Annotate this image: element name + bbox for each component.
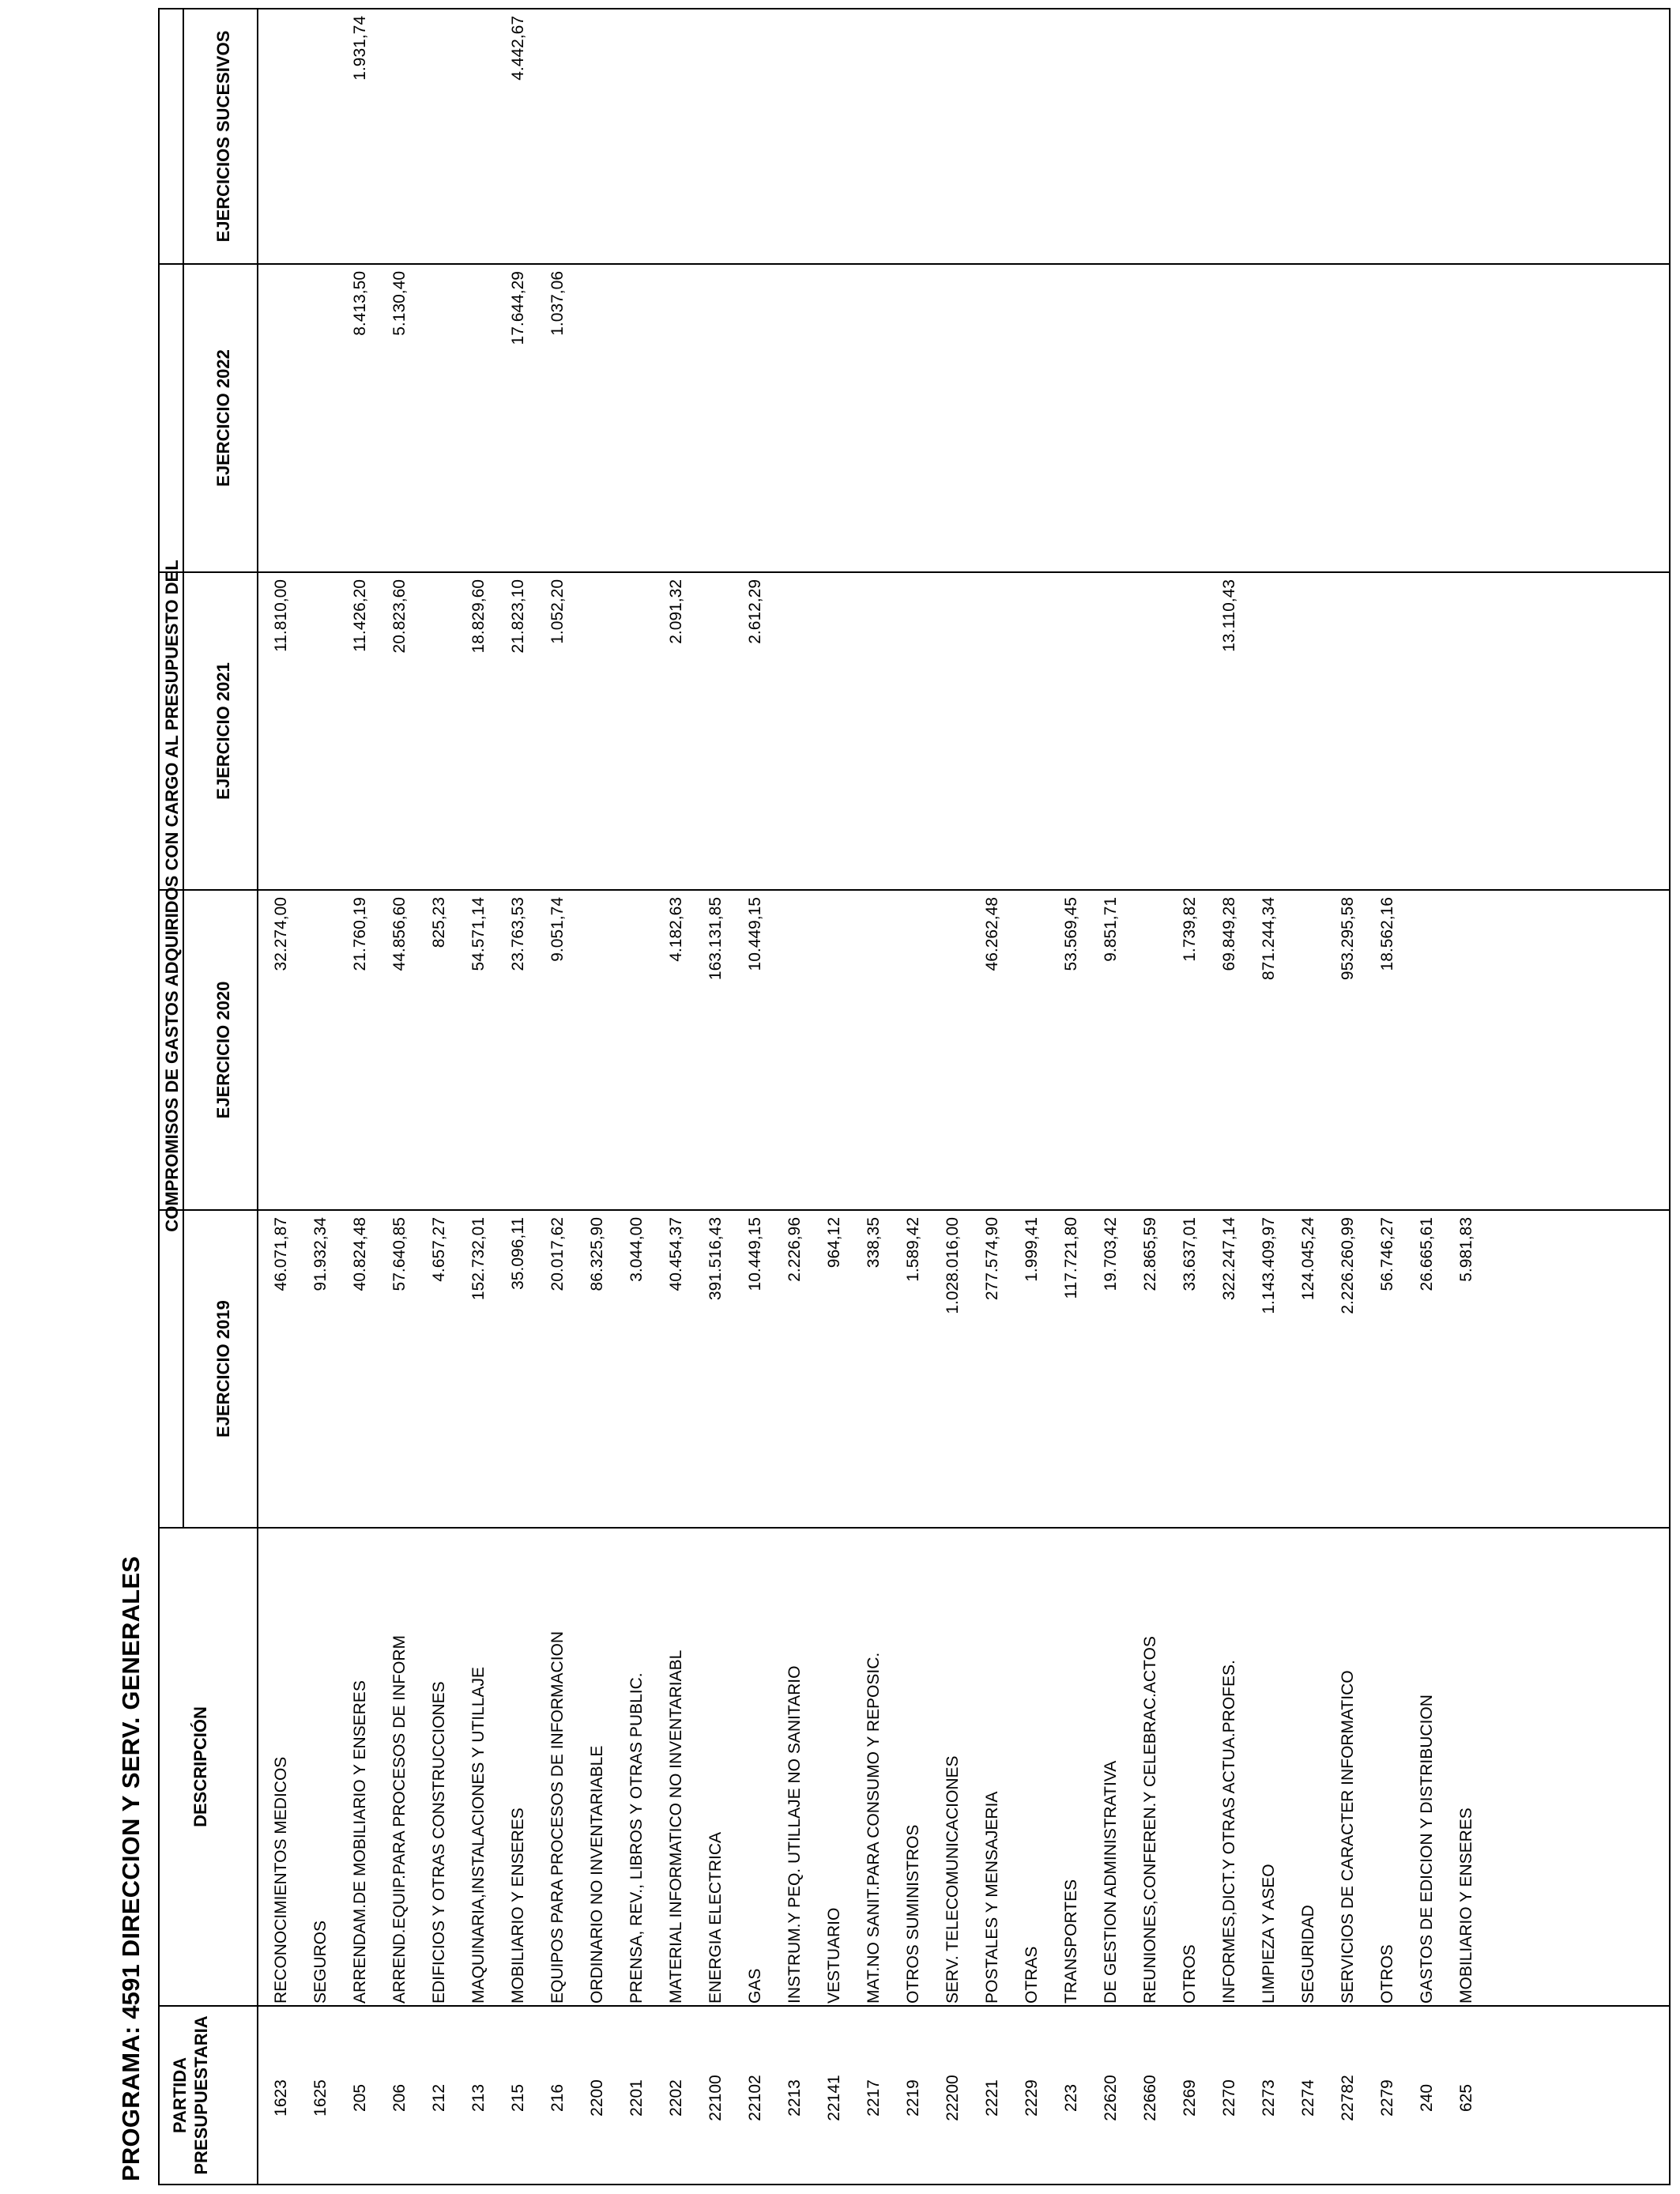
ejercicio-2020-cell: 46.262,48: [983, 897, 1001, 971]
ejercicio-2021-cell: [973, 579, 1012, 889]
ejercicio-2020-cell: 953.295,58: [1339, 897, 1357, 981]
col-divider: [160, 1209, 1669, 1211]
ejercicios-sucesivos-cell: [420, 16, 459, 263]
ejercicios-sucesivos-cell: [1407, 16, 1447, 263]
ejercicio-2021-cell: [1091, 579, 1131, 889]
partida-cell: 2219: [904, 2079, 922, 2117]
ejercicios-sucesivos-cell: [459, 16, 499, 263]
ejercicio-2021-cell: [1289, 579, 1328, 889]
ejercicio-2021-cell: [854, 579, 894, 889]
ejercicio-2022-cell: [1052, 271, 1091, 571]
descripcion-cell: SEGUROS: [311, 1920, 330, 2004]
ejercicio-2022-cell: 8.413,50: [351, 271, 369, 336]
ejercicio-2020-cell: 18.562,16: [1378, 897, 1396, 971]
descripcion-cell: TRANSPORTES: [1062, 1879, 1080, 2004]
ejercicio-2019-cell: 1.143.409,97: [1260, 1217, 1278, 1314]
descripcion-cell: SEGURIDAD: [1299, 1905, 1317, 2004]
ejercicio-2022-cell: [1249, 271, 1289, 571]
ejercicio-2019-cell: 10.449,15: [746, 1217, 764, 1291]
col-divider: [160, 263, 1669, 265]
ejercicio-2021-cell: 11.426,20: [351, 579, 369, 652]
ejercicio-2022-cell: [301, 271, 341, 571]
ejercicio-2021-cell: [301, 579, 341, 889]
col-divider: [160, 1527, 1669, 1529]
ejercicios-sucesivos-cell: [380, 16, 420, 263]
ejercicios-sucesivos-cell: [1052, 16, 1091, 263]
ejercicio-2022-cell: [933, 271, 973, 571]
ejercicio-2020-cell: [1407, 897, 1447, 1209]
ejercicio-2022-cell: [696, 271, 736, 571]
col-divider: [160, 2005, 1669, 2007]
partida-cell: 213: [469, 2083, 488, 2113]
ejercicio-2020-cell: 32.274,00: [272, 897, 290, 971]
ejercicio-2019-cell: 26.665,61: [1418, 1217, 1436, 1291]
ejercicio-2019-cell: 1.028.016,00: [944, 1217, 962, 1314]
partida-cell: 215: [509, 2083, 527, 2113]
ejercicio-2021-cell: [696, 579, 736, 889]
descripcion-cell: POSTALES Y MENSAJERIA: [983, 1791, 1001, 2004]
ejercicio-2022-cell: [1328, 271, 1368, 571]
ejercicio-2020-cell: [1012, 897, 1052, 1209]
ejercicio-2019-cell: 35.096,11: [509, 1217, 527, 1290]
ejercicio-2019-cell: 40.824,48: [351, 1217, 369, 1291]
partida-cell: 2273: [1260, 2079, 1278, 2117]
ejercicio-2019-cell: 124.045,24: [1299, 1217, 1317, 1301]
ejercicio-2020-cell: 21.760,19: [351, 897, 369, 971]
ejercicio-2019-cell: 1.589,42: [904, 1217, 922, 1282]
ejercicio-2022-cell: [1131, 271, 1170, 571]
ejercicios-sucesivos-cell: [815, 16, 854, 263]
ejercicio-2021-cell: 11.810,00: [272, 579, 290, 652]
ejercicio-2020-cell: [1131, 897, 1170, 1209]
partida-cell: 625: [1457, 2083, 1475, 2113]
ejercicio-2021-cell: [578, 579, 617, 889]
ejercicios-sucesivos-cell: 4.442,67: [509, 16, 527, 81]
ejercicio-2021-cell: 18.829,60: [469, 579, 488, 654]
ejercicios-sucesivos-cell: [1289, 16, 1328, 263]
partida-cell: 205: [351, 2083, 369, 2113]
ejercicio-2020-cell: 23.763,53: [509, 897, 527, 971]
ejercicios-sucesivos-cell: 1.931,74: [351, 16, 369, 81]
ejercicios-sucesivos-cell: [1368, 16, 1407, 263]
ejercicio-2020-cell: 9.851,71: [1102, 897, 1120, 962]
header-descripcion: DESCRIPCIÓN: [190, 1706, 210, 1827]
partida-cell: 22102: [746, 2075, 764, 2121]
ejercicios-sucesivos-cell: [1131, 16, 1170, 263]
ejercicio-2020-cell: 871.244,34: [1260, 897, 1278, 981]
col-divider: [160, 571, 1669, 573]
descripcion-cell: SERV. TELECOMUNICACIONES: [944, 1755, 962, 2004]
ejercicios-sucesivos-cell: [1210, 16, 1249, 263]
ejercicio-2021-cell: [1012, 579, 1052, 889]
ejercicio-2020-cell: 825,23: [430, 897, 448, 948]
ejercicio-2021-cell: 20.823,60: [390, 579, 409, 654]
descripcion-cell: REUNIONES,CONFEREN.Y CELEBRAC.ACTOS: [1141, 1636, 1159, 2004]
ejercicios-sucesivos-cell: [696, 16, 736, 263]
ejercicio-2019-cell: 322.247,14: [1220, 1217, 1238, 1301]
ejercicio-2021-cell: 1.052,20: [548, 579, 567, 644]
ejercicio-2019-cell: 1.999,41: [1023, 1217, 1041, 1282]
header-partida: [169, 2007, 212, 2184]
partida-cell: 22660: [1141, 2075, 1159, 2121]
ejercicio-2021-cell: [1368, 579, 1407, 889]
ejercicios-sucesivos-cell: [736, 16, 775, 263]
page-title: PROGRAMA: 4591 DIRECCION Y SERV. GENERALES: [117, 1555, 145, 2181]
ejercicio-2020-cell: [775, 897, 815, 1209]
ejercicio-2020-cell: [854, 897, 894, 1209]
header-partida-line2: PRESUPUESTARIA: [191, 2015, 211, 2175]
ejercicio-2019-cell: 338,35: [864, 1217, 883, 1269]
ejercicios-sucesivos-cell: [262, 16, 301, 263]
descripcion-cell: INFORMES,DICT.Y OTRAS ACTUA.PROFES.: [1220, 1660, 1238, 2004]
partida-cell: 1625: [311, 2079, 330, 2117]
ejercicio-2020-cell: [1447, 897, 1486, 1209]
ejercicio-2021-cell: [1131, 579, 1170, 889]
header-ejercicios-sucesivos: EJERCICIOS SUCESIVOS: [213, 30, 233, 243]
descripcion-cell: DE GESTION ADMINISTRATIVA: [1102, 1760, 1120, 2004]
ejercicio-2020-cell: 4.182,63: [667, 897, 685, 962]
partida-cell: 2279: [1378, 2079, 1396, 2117]
ejercicio-2021-cell: [1447, 579, 1486, 889]
ejercicio-2022-cell: [1210, 271, 1249, 571]
header-rule: [257, 9, 258, 2184]
ejercicio-2020-cell: [617, 897, 657, 1209]
descripcion-cell: GASTOS DE EDICION Y DISTRIBUCION: [1418, 1695, 1436, 2004]
ejercicio-2019-cell: 56.746,27: [1378, 1217, 1396, 1291]
descripcion-cell: MAQUINARIA,INSTALACIONES Y UTILLAJE: [469, 1667, 488, 2004]
descripcion-cell: MATERIAL INFORMATICO NO INVENTARIABL: [667, 1649, 685, 2004]
ejercicios-sucesivos-cell: [617, 16, 657, 263]
descripcion-cell: PRENSA, REV., LIBROS Y OTRAS PUBLIC.: [627, 1672, 646, 2004]
ejercicio-2021-cell: [1170, 579, 1210, 889]
partida-cell: 22141: [825, 2075, 843, 2121]
ejercicio-2020-cell: [1289, 897, 1328, 1209]
ejercicio-2022-cell: [1012, 271, 1052, 571]
ejercicio-2021-cell: [933, 579, 973, 889]
partida-cell: 2221: [983, 2079, 1001, 2117]
partida-cell: 22782: [1339, 2075, 1357, 2121]
ejercicio-2019-cell: 964,12: [825, 1217, 843, 1269]
descripcion-cell: ARRENDAM.DE MOBILIARIO Y ENSERES: [351, 1680, 369, 2004]
ejercicio-2022-cell: 1.037,06: [548, 271, 567, 336]
ejercicio-2020-cell: 9.051,74: [548, 897, 567, 962]
partida-cell: 2274: [1299, 2079, 1317, 2117]
ejercicio-2021-cell: 2.612,29: [746, 579, 764, 644]
ejercicio-2019-cell: 277.574,90: [983, 1217, 1001, 1301]
ejercicios-sucesivos-cell: [1447, 16, 1486, 263]
partida-cell: 2217: [864, 2079, 883, 2117]
ejercicios-sucesivos-cell: [1012, 16, 1052, 263]
descripcion-cell: EDIFICIOS Y OTRAS CONSTRUCCIONES: [430, 1681, 448, 2004]
ejercicio-2021-cell: [1052, 579, 1091, 889]
ejercicio-2019-cell: 2.226.260,99: [1339, 1217, 1357, 1314]
ejercicio-2020-cell: 10.449,15: [746, 897, 764, 971]
ejercicio-2019-cell: 19.703,42: [1102, 1217, 1120, 1291]
ejercicio-2021-cell: [1328, 579, 1368, 889]
ejercicio-2019-cell: 4.657,27: [430, 1217, 448, 1282]
ejercicio-2021-cell: [894, 579, 933, 889]
descripcion-cell: OTROS: [1181, 1944, 1199, 2004]
ejercicio-2020-cell: 44.856,60: [390, 897, 409, 971]
ejercicio-2022-cell: 5.130,40: [390, 271, 409, 336]
partida-cell: 2213: [785, 2079, 804, 2117]
ejercicios-sucesivos-cell: [894, 16, 933, 263]
ejercicio-2022-cell: [1170, 271, 1210, 571]
ejercicio-2022-cell: [262, 271, 301, 571]
ejercicios-sucesivos-cell: [1328, 16, 1368, 263]
ejercicio-2019-cell: 2.226,96: [785, 1217, 804, 1282]
descripcion-cell: EQUIPOS PARA PROCESOS DE INFORMACION: [548, 1630, 567, 2004]
ejercicio-2020-cell: 69.849,28: [1220, 897, 1238, 971]
ejercicio-2019-cell: 3.044,00: [627, 1217, 646, 1282]
ejercicio-2022-cell: [973, 271, 1012, 571]
descripcion-cell: MOBILIARIO Y ENSERES: [1457, 1808, 1475, 2004]
ejercicio-2021-cell: [1249, 579, 1289, 889]
ejercicios-sucesivos-cell: [657, 16, 696, 263]
descripcion-cell: VESTUARIO: [825, 1907, 843, 2004]
col-divider: [160, 889, 1669, 891]
ejercicio-2021-cell: [775, 579, 815, 889]
partida-cell: 1623: [272, 2079, 290, 2117]
ejercicio-2022-cell: [617, 271, 657, 571]
descripcion-cell: LIMPIEZA Y ASEO: [1260, 1864, 1278, 2004]
header-compromisos: COMPROMISOS DE GASTOS ADQUIRIDOS CON CARGO AL PRESUPUESTO DEL: [162, 560, 182, 1232]
ejercicio-2020-cell: [301, 897, 341, 1209]
ejercicio-2020-cell: 1.739,82: [1181, 897, 1199, 962]
descripcion-cell: ENERGIA ELECTRICA: [706, 1831, 725, 2004]
ejercicio-2021-cell: 13.110,43: [1220, 579, 1238, 652]
ejercicio-2021-cell: [1407, 579, 1447, 889]
ejercicio-2020-cell: 54.571,14: [469, 897, 488, 971]
ejercicio-2022-cell: [1289, 271, 1328, 571]
partida-cell: 2269: [1181, 2079, 1199, 2117]
descripcion-cell: SERVICIOS DE CARACTER INFORMATICO: [1339, 1670, 1357, 2004]
ejercicios-sucesivos-cell: [538, 16, 578, 263]
ejercicio-2022-cell: [736, 271, 775, 571]
descripcion-cell: OTROS: [1378, 1944, 1396, 2004]
partida-cell: 2202: [667, 2079, 685, 2117]
group-header-rule: [183, 9, 184, 1529]
ejercicio-2019-cell: 40.454,37: [667, 1217, 685, 1291]
ejercicio-2021-cell: [617, 579, 657, 889]
ejercicio-2022-cell: [815, 271, 854, 571]
ejercicios-sucesivos-cell: [775, 16, 815, 263]
ejercicios-sucesivos-cell: [1170, 16, 1210, 263]
partida-cell: 206: [390, 2083, 409, 2113]
partida-cell: 2200: [588, 2079, 606, 2117]
ejercicio-2019-cell: 86.325,90: [588, 1217, 606, 1291]
ejercicio-2022-cell: [1447, 271, 1486, 571]
ejercicio-2019-cell: 391.516,43: [706, 1217, 725, 1301]
header-ejercicio-2021: EJERCICIO 2021: [213, 662, 233, 800]
descripcion-cell: OTROS SUMINISTROS: [904, 1824, 922, 2004]
ejercicio-2022-cell: [1091, 271, 1131, 571]
ejercicio-2020-cell: 53.569,45: [1062, 897, 1080, 971]
partida-cell: 22100: [706, 2075, 725, 2121]
ejercicio-2022-cell: [657, 271, 696, 571]
ejercicio-2022-cell: [578, 271, 617, 571]
partida-cell: 2201: [627, 2079, 646, 2117]
ejercicio-2020-cell: 163.131,85: [706, 897, 725, 981]
descripcion-cell: OTRAS: [1023, 1946, 1041, 2004]
ejercicios-sucesivos-cell: [1091, 16, 1131, 263]
header-partida-line1: PARTIDA: [170, 2056, 190, 2134]
ejercicio-2022-cell: [854, 271, 894, 571]
header-ejercicio-2020: EJERCICIO 2020: [213, 981, 233, 1119]
header-ejercicio-2019: EJERCICIO 2019: [213, 1300, 233, 1438]
ejercicio-2019-cell: 46.071,87: [272, 1217, 290, 1291]
ejercicio-2019-cell: 5.981,83: [1457, 1217, 1475, 1282]
ejercicio-2022-cell: 17.644,29: [509, 271, 527, 345]
ejercicio-2019-cell: 33.637,01: [1181, 1217, 1199, 1291]
partida-cell: 2270: [1220, 2079, 1238, 2117]
ejercicios-sucesivos-cell: [854, 16, 894, 263]
ejercicios-sucesivos-cell: [973, 16, 1012, 263]
ejercicio-2022-cell: [420, 271, 459, 571]
descripcion-cell: INSTRUM.Y PEQ. UTILLAJE NO SANITARIO: [785, 1665, 804, 2004]
ejercicio-2019-cell: 22.865,59: [1141, 1217, 1159, 1291]
partida-cell: 216: [548, 2083, 567, 2113]
ejercicio-2019-cell: 91.932,34: [311, 1217, 330, 1291]
descripcion-cell: MOBILIARIO Y ENSERES: [509, 1808, 527, 2004]
ejercicio-2022-cell: [894, 271, 933, 571]
ejercicio-2021-cell: 2.091,32: [667, 579, 685, 644]
ejercicio-2019-cell: 152.732,01: [469, 1217, 488, 1301]
partida-cell: 240: [1418, 2083, 1436, 2113]
ejercicio-2020-cell: [578, 897, 617, 1209]
ejercicio-2021-cell: [815, 579, 854, 889]
ejercicio-2022-cell: [1368, 271, 1407, 571]
header-ejercicio-2022: EJERCICIO 2022: [213, 349, 233, 487]
budget-table: [158, 8, 1671, 2185]
ejercicio-2021-cell: 21.823,10: [509, 579, 527, 654]
partida-cell: 2229: [1023, 2079, 1041, 2117]
descripcion-cell: ORDINARIO NO INVENTARIABLE: [588, 1745, 606, 2004]
ejercicio-2020-cell: [894, 897, 933, 1209]
partida-cell: 212: [430, 2083, 448, 2113]
ejercicios-sucesivos-cell: [578, 16, 617, 263]
partida-cell: 22620: [1102, 2075, 1120, 2121]
ejercicio-2020-cell: [815, 897, 854, 1209]
descripcion-cell: ARREND.EQUIP.PARA PROCESOS DE INFORM: [390, 1635, 409, 2004]
ejercicio-2019-cell: 20.017,62: [548, 1217, 567, 1291]
ejercicio-2022-cell: [459, 271, 499, 571]
ejercicio-2022-cell: [775, 271, 815, 571]
partida-cell: 223: [1062, 2083, 1080, 2113]
descripcion-cell: MAT.NO SANIT.PARA CONSUMO Y REPOSIC.: [864, 1652, 883, 2004]
ejercicios-sucesivos-cell: [1249, 16, 1289, 263]
descripcion-cell: GAS: [746, 1968, 764, 2004]
descripcion-cell: RECONOCIMIENTOS MEDICOS: [272, 1756, 290, 2004]
ejercicio-2021-cell: [420, 579, 459, 889]
ejercicios-sucesivos-cell: [301, 16, 341, 263]
ejercicio-2022-cell: [1407, 271, 1447, 571]
partida-cell: 22200: [944, 2075, 962, 2121]
ejercicio-2020-cell: [933, 897, 973, 1209]
ejercicio-2019-cell: 117.721,80: [1062, 1217, 1080, 1299]
ejercicios-sucesivos-cell: [933, 16, 973, 263]
ejercicio-2019-cell: 57.640,85: [390, 1217, 409, 1291]
